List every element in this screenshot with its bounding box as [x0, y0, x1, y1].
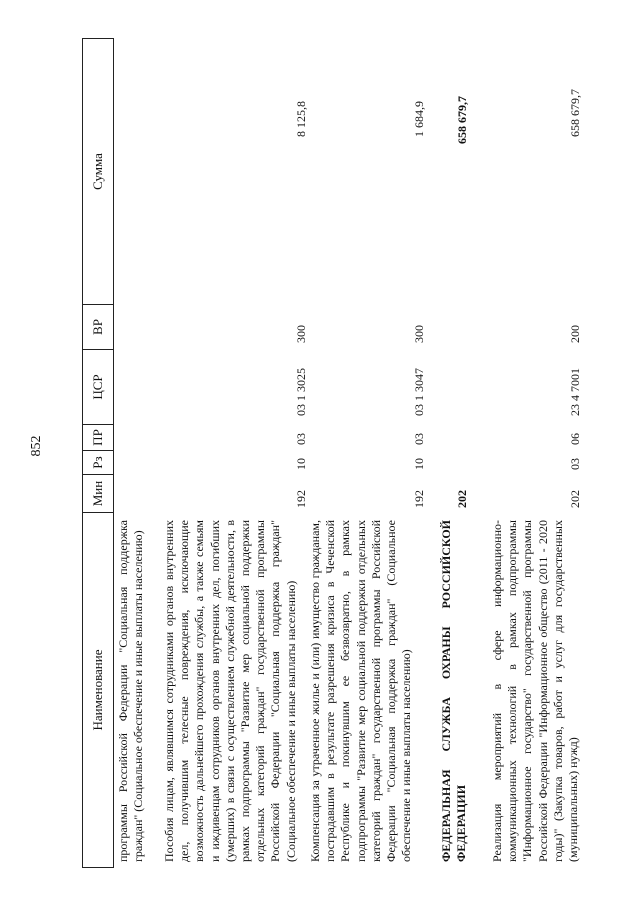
table-header	[82, 38, 114, 868]
row-csr: 23 4 7001	[568, 368, 582, 416]
row-name: ФЕДЕРАЛЬНАЯ СЛУЖБА ОХРАНЫ РОССИЙСКОЙ ФЕДЕРАЦИИ	[439, 520, 469, 862]
col-min-header: Мин	[83, 475, 113, 513]
row-name: Пособия лицам, являвшимся сотрудниками органов внутренних дел, получившим телесные повреждения, исключающие возможность дальнейшего прохождения службы, а также семьям и иждивенцам сотрудников органов внутренних дел, погибших (умерших) в связи с осуществлением служебной деятельности, в рамках подпрограммы "Развитие мер социальной поддержки отдельных категорий граждан" государственной программы Российской Федерации "Социальная поддержка граждан" (Социальное обеспечение и иные выплаты населению)	[162, 520, 298, 862]
row-min: 202	[455, 490, 469, 508]
row-vr: 200	[568, 325, 582, 343]
row-rz: 03	[568, 458, 582, 470]
budget-table	[82, 38, 602, 868]
row-vr: 300	[294, 325, 308, 343]
row-sum: 8 125,8	[294, 101, 308, 137]
row-sum: 658 679,7	[455, 96, 469, 144]
row-sum: 1 684,9	[412, 101, 426, 137]
row-pr: 06	[568, 433, 582, 445]
col-sum-header: Сумма	[83, 38, 113, 305]
col-rz-header: Рз	[83, 451, 113, 475]
col-vr-header: ВР	[83, 305, 113, 350]
col-csr-header: ЦСР	[83, 350, 113, 425]
row-name: программы Российской Федерации "Социальная поддержка граждан" (Социальное обеспечение и иные выплаты населению)	[116, 520, 146, 862]
row-min: 192	[294, 490, 308, 508]
row-rz: 10	[412, 458, 426, 470]
row-csr: 03 1 3025	[294, 368, 308, 416]
row-min: 202	[568, 490, 582, 508]
row-sum: 658 679,7	[568, 89, 582, 137]
row-name: Компенсация за утраченное жилье и (или) имущество гражданам, пострадавшим в результате разрешения кризиса в Чеченской Республике и покинувшим ее безвозвратно, в рамках подпрограммы "Развитие мер социальной поддержки отдельных категорий граждан" государственной программы Российской Федерации "Социальная поддержка граждан" (Социальное обеспечение и иные выплаты населению)	[308, 520, 414, 862]
row-name: Реализация мероприятий в сфере информационно-коммуникационных технологий в рамках подпрограммы "Информационное государство" государственной программы Российской Федерации "Информационное общество (2011 - 2020 годы)" (Закупка товаров, работ и услуг для государственных (муниципальных) нужд)	[490, 520, 581, 862]
row-pr: 03	[412, 433, 426, 445]
page-number: 852	[29, 435, 44, 457]
row-rz: 10	[294, 458, 308, 470]
col-name-header: Наименование	[83, 513, 113, 868]
col-pr-header: ПР	[83, 425, 113, 451]
row-csr: 03 1 3047	[412, 368, 426, 416]
row-vr: 300	[412, 325, 426, 343]
row-pr: 03	[294, 433, 308, 445]
row-min: 192	[412, 490, 426, 508]
